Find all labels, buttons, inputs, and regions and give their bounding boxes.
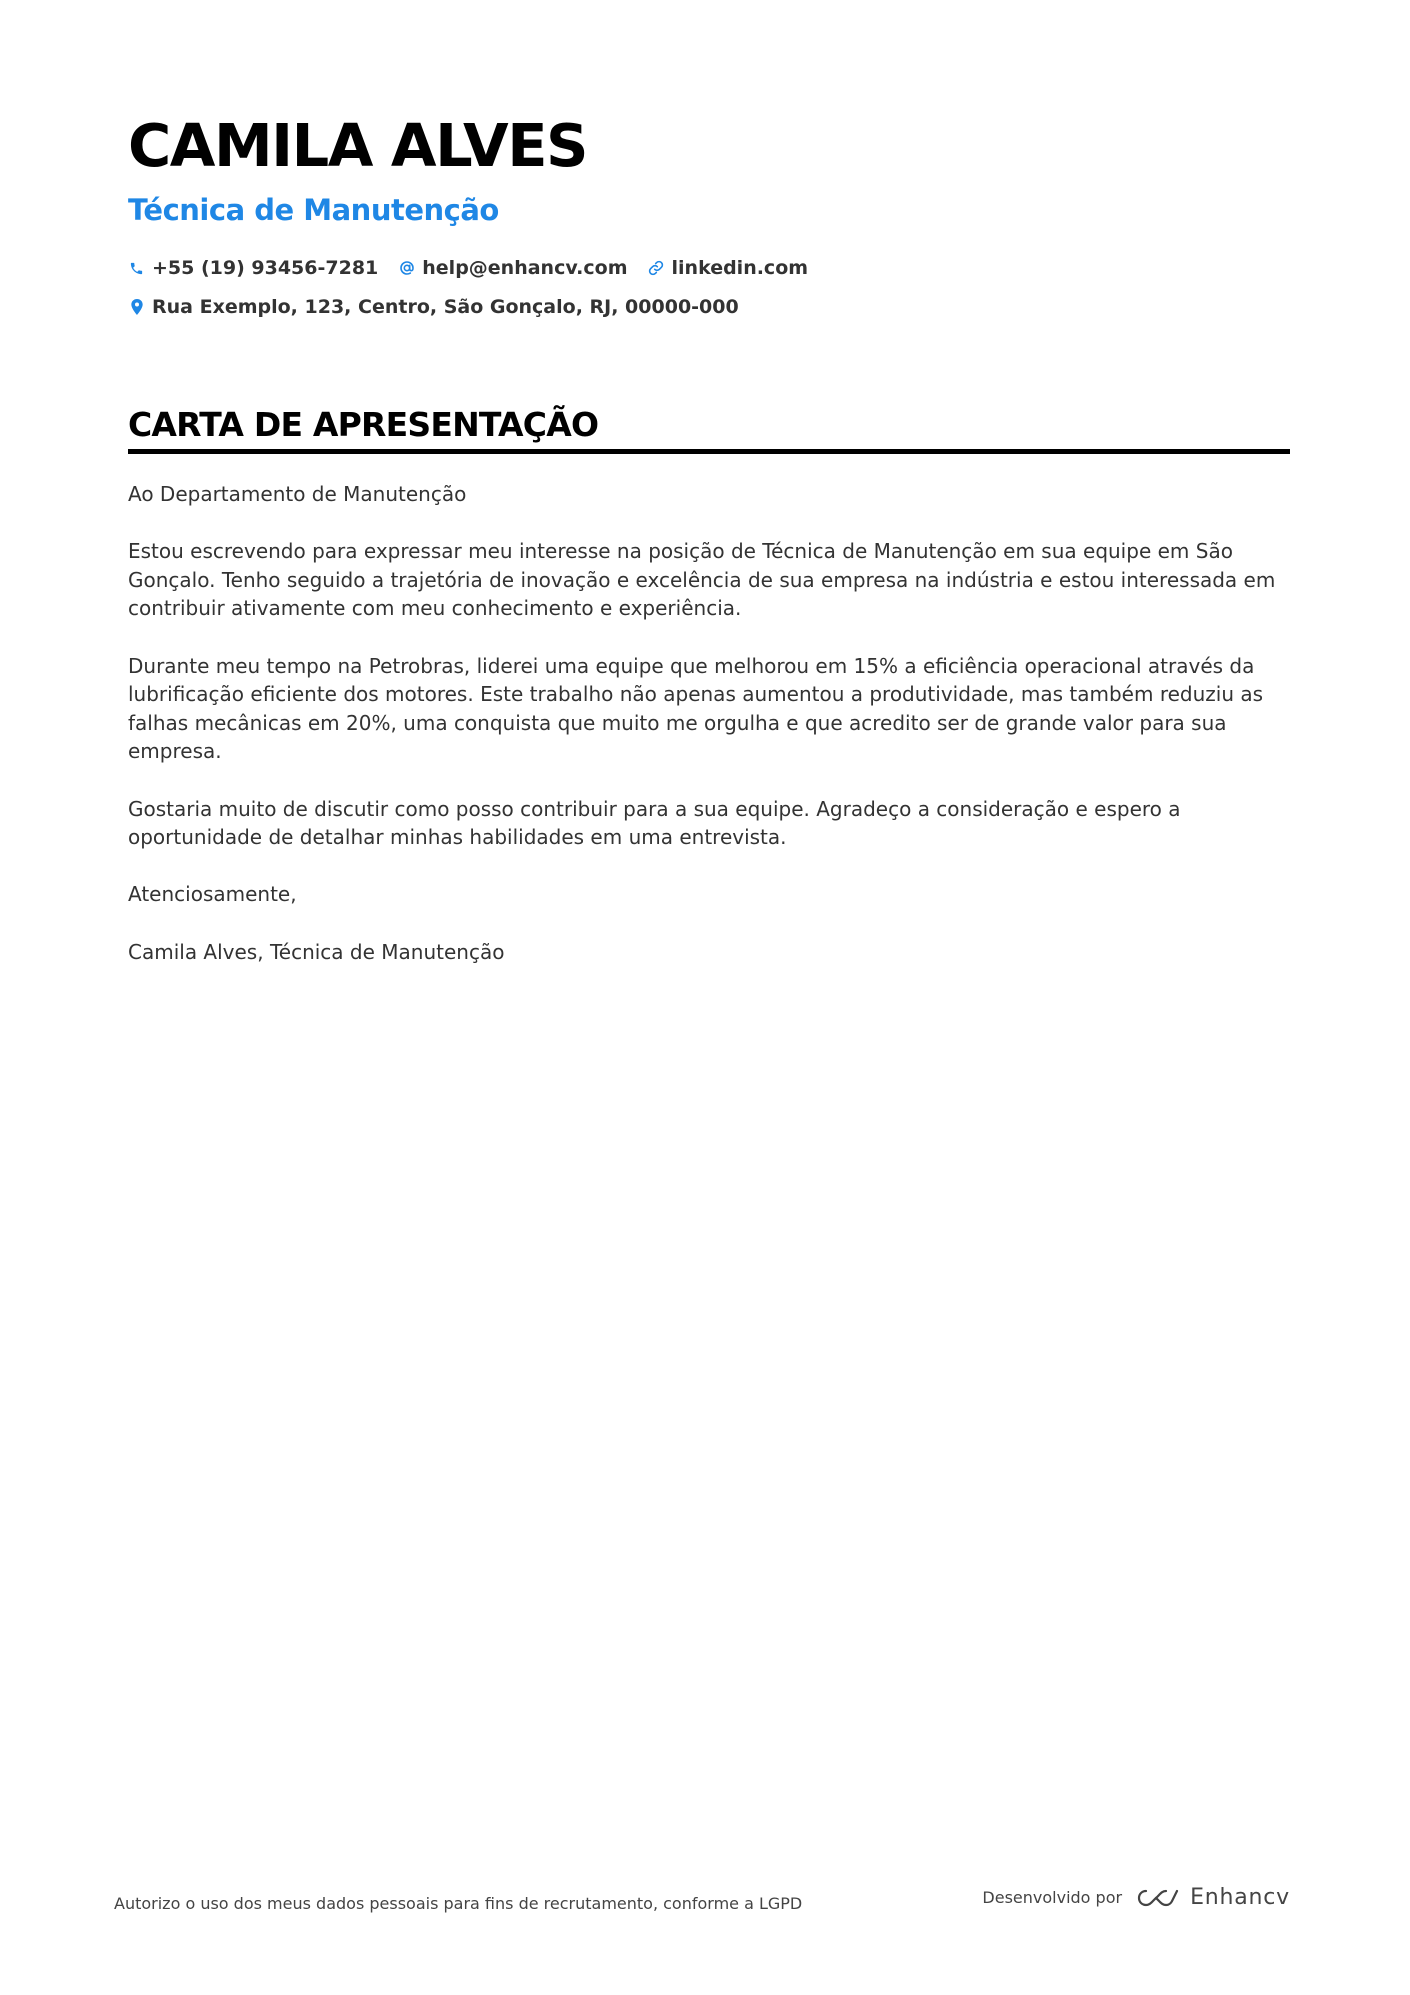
contact-email-text[interactable]: help@enhancv.com bbox=[422, 257, 628, 279]
letter-paragraph: Gostaria muito de discutir como posso contribuir para a sua equipe. Agradeço a consideração e espero a oportunidade de detalhar minhas habilidades em uma entrevista. bbox=[128, 796, 1181, 850]
contact-address-text: Rua Exemplo, 123, Centro, São Gonçalo, RJ, 00000-000 bbox=[152, 296, 739, 318]
enhancv-logo[interactable] bbox=[1134, 1885, 1290, 1910]
contact-phone-text: +55 (19) 93456-7281 bbox=[152, 257, 379, 279]
letter-paragraph: Durante meu tempo na Petrobras, liderei uma equipe que melhorou em 15% a eficiência operacional através da lubrificação eficiente dos motores. Este trabalho não apenas aumentou a produtividade, mas também reduziu as falhas mecânicas em 20%, uma conquista que muito me orgulha e que acredito ser de grande valor para sua empresa. bbox=[128, 653, 1264, 764]
contact-address bbox=[128, 293, 739, 321]
contact-row-secondary bbox=[128, 293, 739, 321]
letter-salutation: Ao Departamento de Manutenção bbox=[128, 482, 467, 506]
footer-consent-text: Autorizo o uso dos meus dados pessoais para fins de recrutamento, conforme a LGPD bbox=[114, 1894, 803, 1913]
contact-linkedin[interactable] bbox=[648, 254, 809, 282]
letter-body bbox=[128, 480, 1290, 995]
candidate-name: CAMILA ALVES bbox=[128, 111, 588, 180]
footer-brand[interactable] bbox=[982, 1885, 1290, 1910]
enhancv-brand-name: Enhancv bbox=[1190, 1885, 1290, 1910]
map-pin-icon bbox=[128, 299, 145, 316]
section-heading: CARTA DE APRESENTAÇÃO bbox=[128, 405, 599, 444]
letter-closing: Atenciosamente, bbox=[128, 882, 297, 907]
contact-linkedin-text[interactable]: linkedin.com bbox=[671, 257, 809, 279]
powered-by-label: Desenvolvido por bbox=[982, 1888, 1123, 1907]
candidate-job-title: Técnica de Manutenção bbox=[128, 193, 499, 227]
contact-phone bbox=[128, 254, 378, 282]
link-icon bbox=[648, 260, 665, 277]
phone-icon bbox=[128, 260, 145, 277]
contact-email[interactable] bbox=[398, 254, 627, 282]
section-divider bbox=[128, 449, 1290, 454]
enhancv-infinity-icon bbox=[1134, 1886, 1180, 1910]
letter-signature: Camila Alves, Técnica de Manutenção bbox=[128, 939, 505, 964]
letter-paragraph: Estou escrevendo para expressar meu interesse na posição de Técnica de Manutenção em sua equipe em São Gonçalo. Tenho seguido a trajetória de inovação e excelência de sua empresa na indústria e estou interessada em contribuir ativamente com meu conhecimento e experiência. bbox=[128, 539, 1276, 621]
at-sign-icon bbox=[398, 260, 415, 277]
contact-row-primary bbox=[128, 254, 808, 282]
